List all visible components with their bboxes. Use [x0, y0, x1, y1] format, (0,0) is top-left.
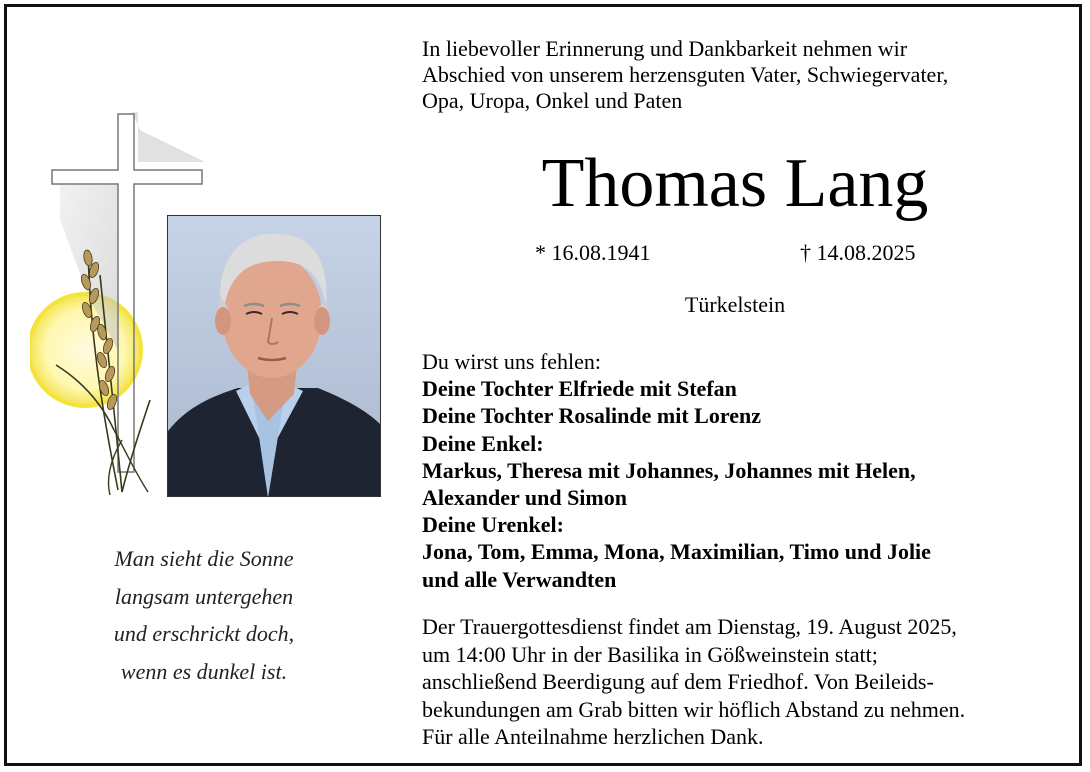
deceased-name: Thomas Lang: [541, 145, 929, 222]
mourner-line: Deine Enkel:: [422, 430, 544, 456]
mourner-line: Jona, Tom, Emma, Mona, Maximilian, Timo und Jolie: [422, 539, 931, 565]
mourners-heading: Du wirst uns fehlen:: [422, 349, 602, 374]
service-line: Der Trauergottesdienst findet am Dienstag, 19. August 2025,: [422, 614, 957, 639]
mourners-list: [422, 348, 1072, 593]
mourner-line: Deine Tochter Elfriede mit Stefan: [422, 376, 737, 402]
intro-text: [422, 36, 1072, 114]
service-line: anschließend Beerdigung auf dem Friedhof. Von Beileids-: [422, 669, 934, 694]
verse-line: und erschrickt doch,: [113, 621, 295, 646]
birth-date: * 16.08.1941: [535, 240, 651, 265]
verse-line: Man sieht die Sonne: [114, 546, 294, 571]
verse-line: wenn es dunkel ist.: [120, 658, 288, 684]
mourner-line: Alexander und Simon: [422, 485, 627, 511]
intro-line: In liebevoller Erinnerung und Dankbarkeit nehmen wir: [422, 36, 908, 61]
mourner-line: Deine Urenkel:: [422, 512, 564, 538]
mourner-line: Markus, Theresa mit Johannes, Johannes mit Helen,: [422, 457, 916, 483]
verse-line: langsam untergehen: [114, 583, 294, 609]
mourner-line: und alle Verwandten: [422, 566, 617, 592]
mourner-line: Deine Tochter Rosalinde mit Lorenz: [422, 403, 761, 429]
intro-line: Abschied von unserem herzensguten Vater, Schwiegervater,: [422, 62, 949, 87]
service-line: bekundungen am Grab bitten wir höflich Abstand zu nehmen.: [422, 696, 966, 722]
portrait-photo: [167, 215, 381, 497]
portrait-image-icon: [168, 216, 381, 497]
service-line: Für alle Anteilnahme herzlichen Dank.: [422, 724, 764, 749]
service-info: [422, 613, 1072, 751]
verse-text: [68, 540, 340, 690]
intro-line: Opa, Uropa, Onkel und Paten: [422, 88, 683, 113]
place-name: Türkelstein: [684, 292, 786, 317]
death-date: † 14.08.2025: [800, 240, 916, 265]
service-line: um 14:00 Uhr in der Basilika in Gößweinstein statt;: [422, 641, 878, 667]
